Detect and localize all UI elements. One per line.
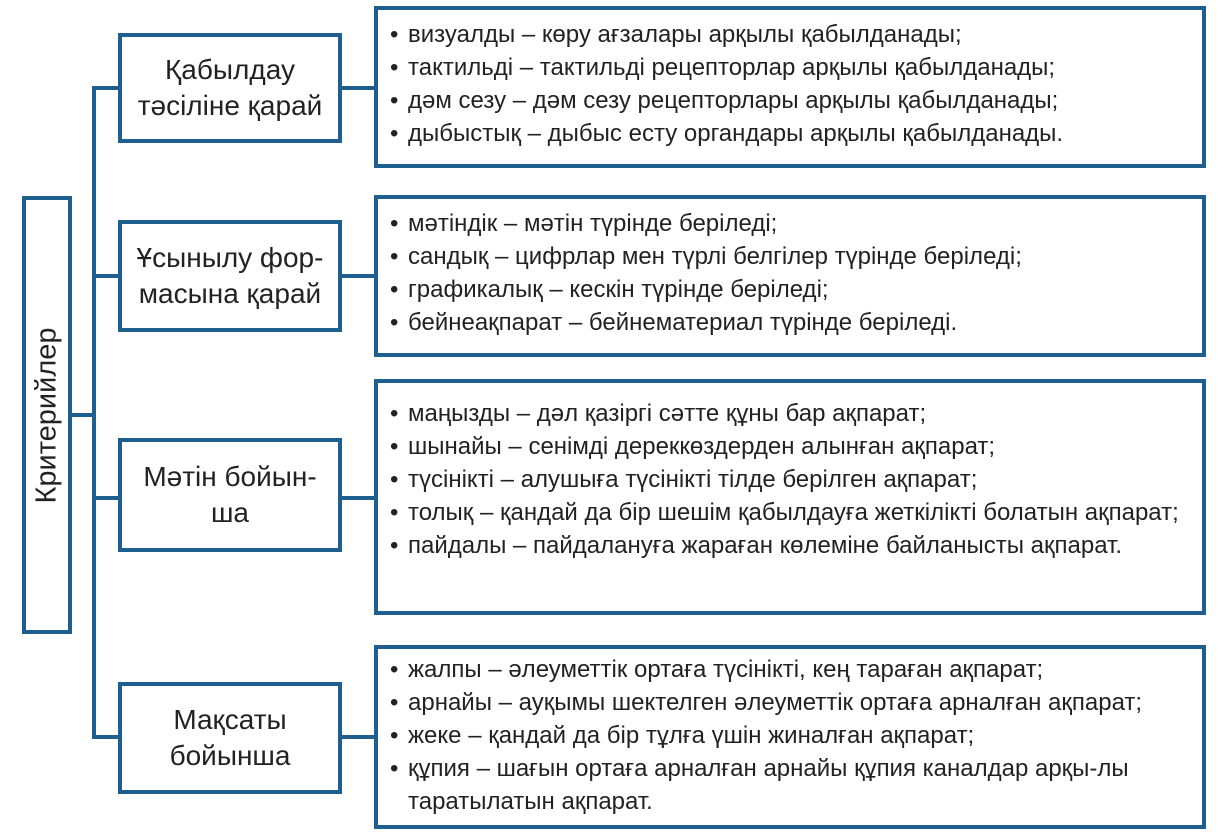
list-item: • визуалды – көру ағзалары арқылы қабылданады; [390, 18, 1190, 51]
list-item: • арнайы – ауқымы шектелген әлеуметтік ортаға арналған ақпарат; [390, 686, 1190, 719]
list-item: • маңызды – дәл қазіргі сәтте құны бар ақпарат; [390, 397, 1190, 430]
list-connector-4 [340, 735, 376, 739]
list-item: • сандық – цифрлар мен түрлі белгілер түрінде беріледі; [390, 240, 1190, 273]
list-connector-1 [340, 86, 376, 90]
category-box-purpose [118, 682, 342, 794]
spine-branch-3 [92, 496, 120, 500]
category-box-text [118, 438, 342, 552]
list-item: • мәтіндік – мәтін түрінде беріледі; [390, 207, 1190, 240]
list-box-text [374, 379, 1206, 615]
spine-branch-1 [92, 86, 120, 90]
list-item: • графикалық – кескін түрінде беріледі; [390, 273, 1190, 306]
category-box-reception [118, 33, 342, 143]
list-item: • толық – қандай да бір шешім қабылдауға жеткілікті болатын ақпарат; [390, 496, 1190, 529]
list-item: • түсінікті – алушыға түсінікті тілде берілген ақпарат; [390, 463, 1190, 496]
spine-branch-4 [92, 735, 120, 739]
list-item: • тактильді – тактильді рецепторлар арқылы қабылданады; [390, 51, 1190, 84]
root-connector [72, 413, 94, 417]
list-box-purpose [374, 645, 1206, 829]
category-label: Мақсаты бойынша [169, 704, 291, 771]
list-box-presentation [374, 195, 1206, 357]
list-connector-3 [340, 496, 376, 500]
root-label: Критерийлер [30, 326, 63, 504]
list-connector-2 [340, 274, 376, 278]
list-item: • пайдалы – пайдалануға жараған көлеміне байланысты ақпарат. [390, 529, 1190, 562]
list-item: • жалпы – әлеуметтік ортаға түсінікті, кең тараған ақпарат; [390, 653, 1190, 686]
list-box-reception [374, 6, 1206, 168]
root-box [22, 196, 72, 634]
list-item: • шынайы – сенімді дереккөздерден алынған ақпарат; [390, 430, 1190, 463]
vertical-spine [92, 86, 96, 738]
list-item: • құпия – шағын ортаға арналған арнайы құпия каналдар арқы-лы таратылатын ақпарат. [390, 752, 1190, 818]
list-item: • дәм сезу – дәм сезу рецепторлары арқылы қабылданады; [390, 84, 1190, 117]
list-item: • бейнеақпарат – бейнематериал түрінде беріледі. [390, 306, 1190, 339]
spine-branch-2 [92, 274, 120, 278]
list-item: • жеке – қандай да бір тұлға үшін жиналған ақпарат; [390, 719, 1190, 752]
list-item: • дыбыстық – дыбыс есту органдары арқылы қабылданады. [390, 117, 1190, 150]
category-label: Ұсынылу фор- масына қарай [136, 242, 324, 309]
category-box-presentation [118, 220, 342, 332]
category-label: Қабылдау тәсіліне қарай [137, 54, 323, 121]
category-label: Мәтін бойын- ша [143, 461, 317, 528]
